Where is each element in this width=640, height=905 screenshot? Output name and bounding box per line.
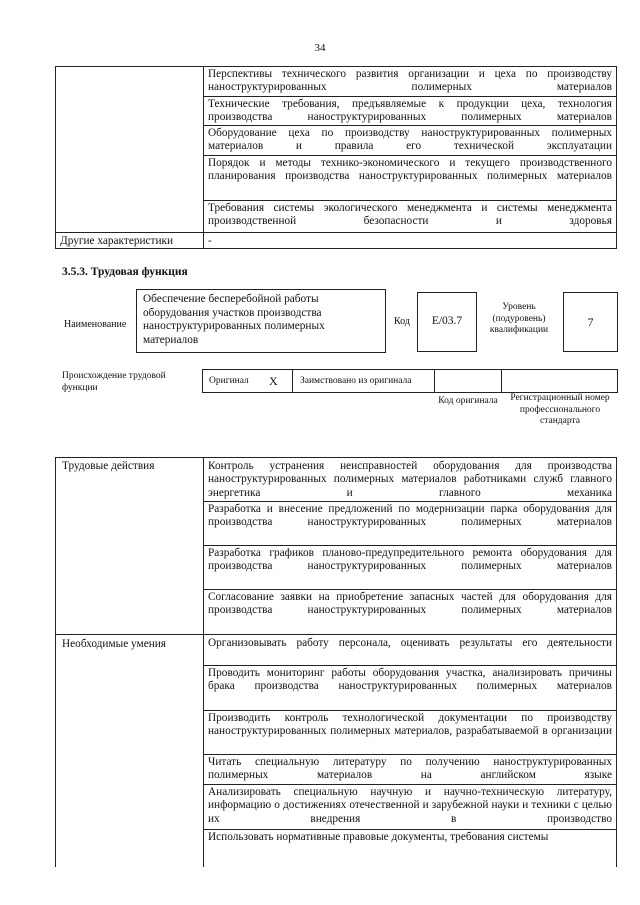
function-name-box: [136, 289, 386, 353]
function-name: Обеспечение бесперебойной работы оборудования участков производства наноструктурированных полимерных материалов: [143, 293, 325, 346]
knowledge-row: Перспективы технического развития организации и цеха по производству наноструктурированных полимерных материалов: [208, 68, 612, 94]
code-original-cell: [434, 369, 502, 393]
origin-label: Происхождение трудовой функции: [62, 371, 166, 393]
reg-number-caption: Регистрационный номер профессионального стандарта: [510, 393, 610, 426]
original-cell: [202, 369, 293, 393]
code-value: E/03.7: [431, 315, 463, 327]
knowledge-row: Оборудование цеха по производству наноструктурированных полимерных материалов и правила его технической эксплуатации: [208, 127, 612, 153]
labor-action-item: Разработка графиков планово-предупредительного ремонта оборудования для производства наноструктурированных полимерных материалов: [208, 547, 612, 573]
code-original-caption: Код оригинала: [438, 396, 498, 406]
code-label: Код: [394, 316, 410, 327]
level-label: Уровень (подуровень) квалификации: [489, 302, 549, 335]
other-characteristics-value: -: [208, 235, 212, 247]
other-characteristics-label: Другие характеристики: [60, 235, 174, 247]
borrowed-cell: [292, 369, 435, 393]
name-label: Наименование: [64, 319, 127, 330]
skill-item: Проводить мониторинг работы оборудования участка, анализировать причины брака производства наноструктурированных полимерных материалов: [208, 667, 612, 693]
reg-number-cell: [501, 369, 618, 393]
level-value: 7: [587, 315, 594, 329]
knowledge-row: Требования системы экологического менеджмента и системы менеджмента производственной безопасности и здоровья: [208, 202, 612, 228]
labor-action-item: Контроль устранения неисправностей оборудования для производства наноструктурированных полимерных материалов работниками служб главного энергетика и главного механика: [208, 460, 612, 499]
skills-label: Необходимые умения: [62, 638, 166, 650]
knowledge-row: Технические требования, предъявляемые к продукции цеха, технология производства наноструктурированных полимерных материалов: [208, 98, 612, 124]
labor-action-item: Согласование заявки на приобретение запасных частей для оборудования для производства наноструктурированных полимерных материалов: [208, 591, 612, 617]
level-box: [563, 292, 618, 352]
knowledge-row: Порядок и методы технико-экономического и текущего производственного планирования производства наноструктурированных полимерных материалов: [208, 157, 612, 183]
skill-item: Использовать нормативные правовые документы, требования системы: [208, 831, 549, 843]
page-number: 34: [314, 42, 326, 54]
original-label: Оригинал: [209, 376, 249, 386]
borrowed-label: Заимствовано из оригинала: [300, 376, 412, 386]
labor-action-item: Разработка и внесение предложений по модернизации парка оборудования для производства наноструктурированных полимерных материалов: [208, 503, 612, 529]
section-title: 3.5.3. Трудовая функция: [62, 266, 188, 278]
code-box: [417, 292, 477, 352]
skill-item: Читать специальную литературу по получению наноструктурированных полимерных материалов на английском языке: [208, 756, 612, 782]
original-mark: X: [269, 374, 278, 388]
skill-item: Производить контроль технологической документации по производству наноструктурированных полимерных материалов, разрабатываемой в организации: [208, 712, 612, 738]
labor-actions-label: Трудовые действия: [62, 460, 155, 472]
skill-item: Организовывать работу персонала, оценивать результаты его деятельности: [208, 637, 612, 649]
skill-item: Анализировать специальную научную и научно-техническую литературу, информацию о достижениях отечественной и зарубежной науки и техники с целью их внедрения в производство: [208, 786, 612, 825]
